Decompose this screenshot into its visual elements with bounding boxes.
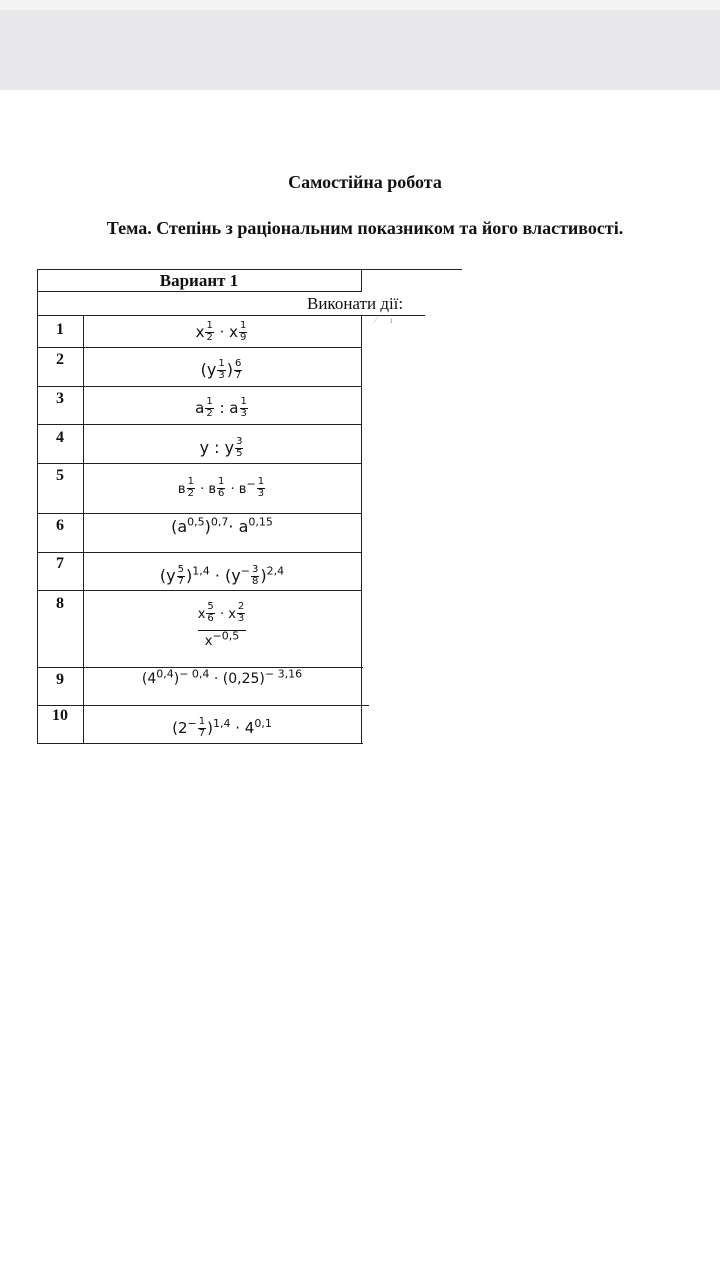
table-border-bottom bbox=[37, 743, 363, 744]
expression-row-3: a $\frac{1}{2}$ : a $\frac{1}{3}$ bbox=[195, 396, 247, 419]
task-label: Виконати дії: bbox=[307, 294, 404, 313]
table-rule bbox=[37, 291, 361, 292]
row-number: 1 bbox=[56, 321, 64, 338]
table-border-right bbox=[361, 315, 362, 744]
row-number: 7 bbox=[56, 555, 64, 572]
viewer-top-bar bbox=[0, 0, 720, 90]
row-number: 10 bbox=[52, 707, 68, 724]
table-border-top bbox=[37, 269, 462, 270]
expression-row-4: y : y $\frac{3}{5}$ bbox=[199, 436, 243, 459]
expression-row-1: x $\frac{1}{2}$ · x $\frac{1}{9}$ bbox=[195, 320, 247, 343]
table-rule bbox=[37, 424, 361, 425]
table-rule bbox=[37, 552, 361, 553]
table-column-rule bbox=[361, 269, 362, 292]
expression-row-7: (y $\frac{5}{7}$ )$^{1,4}$ · (y− $\frac{3}{8}$ )$^{2,4}$ bbox=[159, 564, 285, 587]
table-rule bbox=[37, 386, 361, 387]
table-rule bbox=[37, 347, 361, 348]
table-rule bbox=[37, 463, 361, 464]
expression-row-2: (y $\frac{1}{3}$ ) $\frac{6}{7}$ bbox=[200, 358, 242, 381]
expression-row-6: $(a^{0,5})^{0,7}\cdot a^{0,15}$ bbox=[171, 515, 273, 536]
row-number: 3 bbox=[56, 390, 64, 407]
row-number: 9 bbox=[56, 671, 64, 688]
expression-row-5: в $\frac{1}{2}$ · в $\frac{1}{6}$ · в− $\frac{1}{3}$ bbox=[177, 476, 265, 499]
row-number: 5 bbox=[56, 467, 64, 484]
table-rule bbox=[37, 705, 369, 706]
table-rule bbox=[37, 590, 361, 591]
row-number: 4 bbox=[56, 429, 64, 446]
row-number: 2 bbox=[56, 351, 64, 368]
variant-label: Вариант 1 bbox=[159, 271, 239, 290]
expression-row-8: x $\frac{5}{6}$ · x $\frac{2}{3}$ $x^{-0,5}$ bbox=[197, 601, 245, 649]
page-title: Самостійна робота bbox=[288, 172, 442, 192]
page-subtitle: Тема. Степінь з раціональним показником та його властивості. bbox=[106, 218, 624, 238]
expression-row-9: $(4^{0,4})^{- 0,4} \cdot (0,25)^{- 3,16}$ bbox=[141, 667, 303, 687]
scan-artifact: ⁄ ı bbox=[375, 315, 393, 325]
row-number: 8 bbox=[56, 595, 64, 612]
row-number: 6 bbox=[56, 517, 64, 534]
expression-row-10: (2− $\frac{1}{7}$ )$^{1,4} \cdot 4^{0,1}$ bbox=[172, 716, 272, 739]
table-rule bbox=[37, 513, 361, 514]
table-rule bbox=[37, 315, 425, 316]
